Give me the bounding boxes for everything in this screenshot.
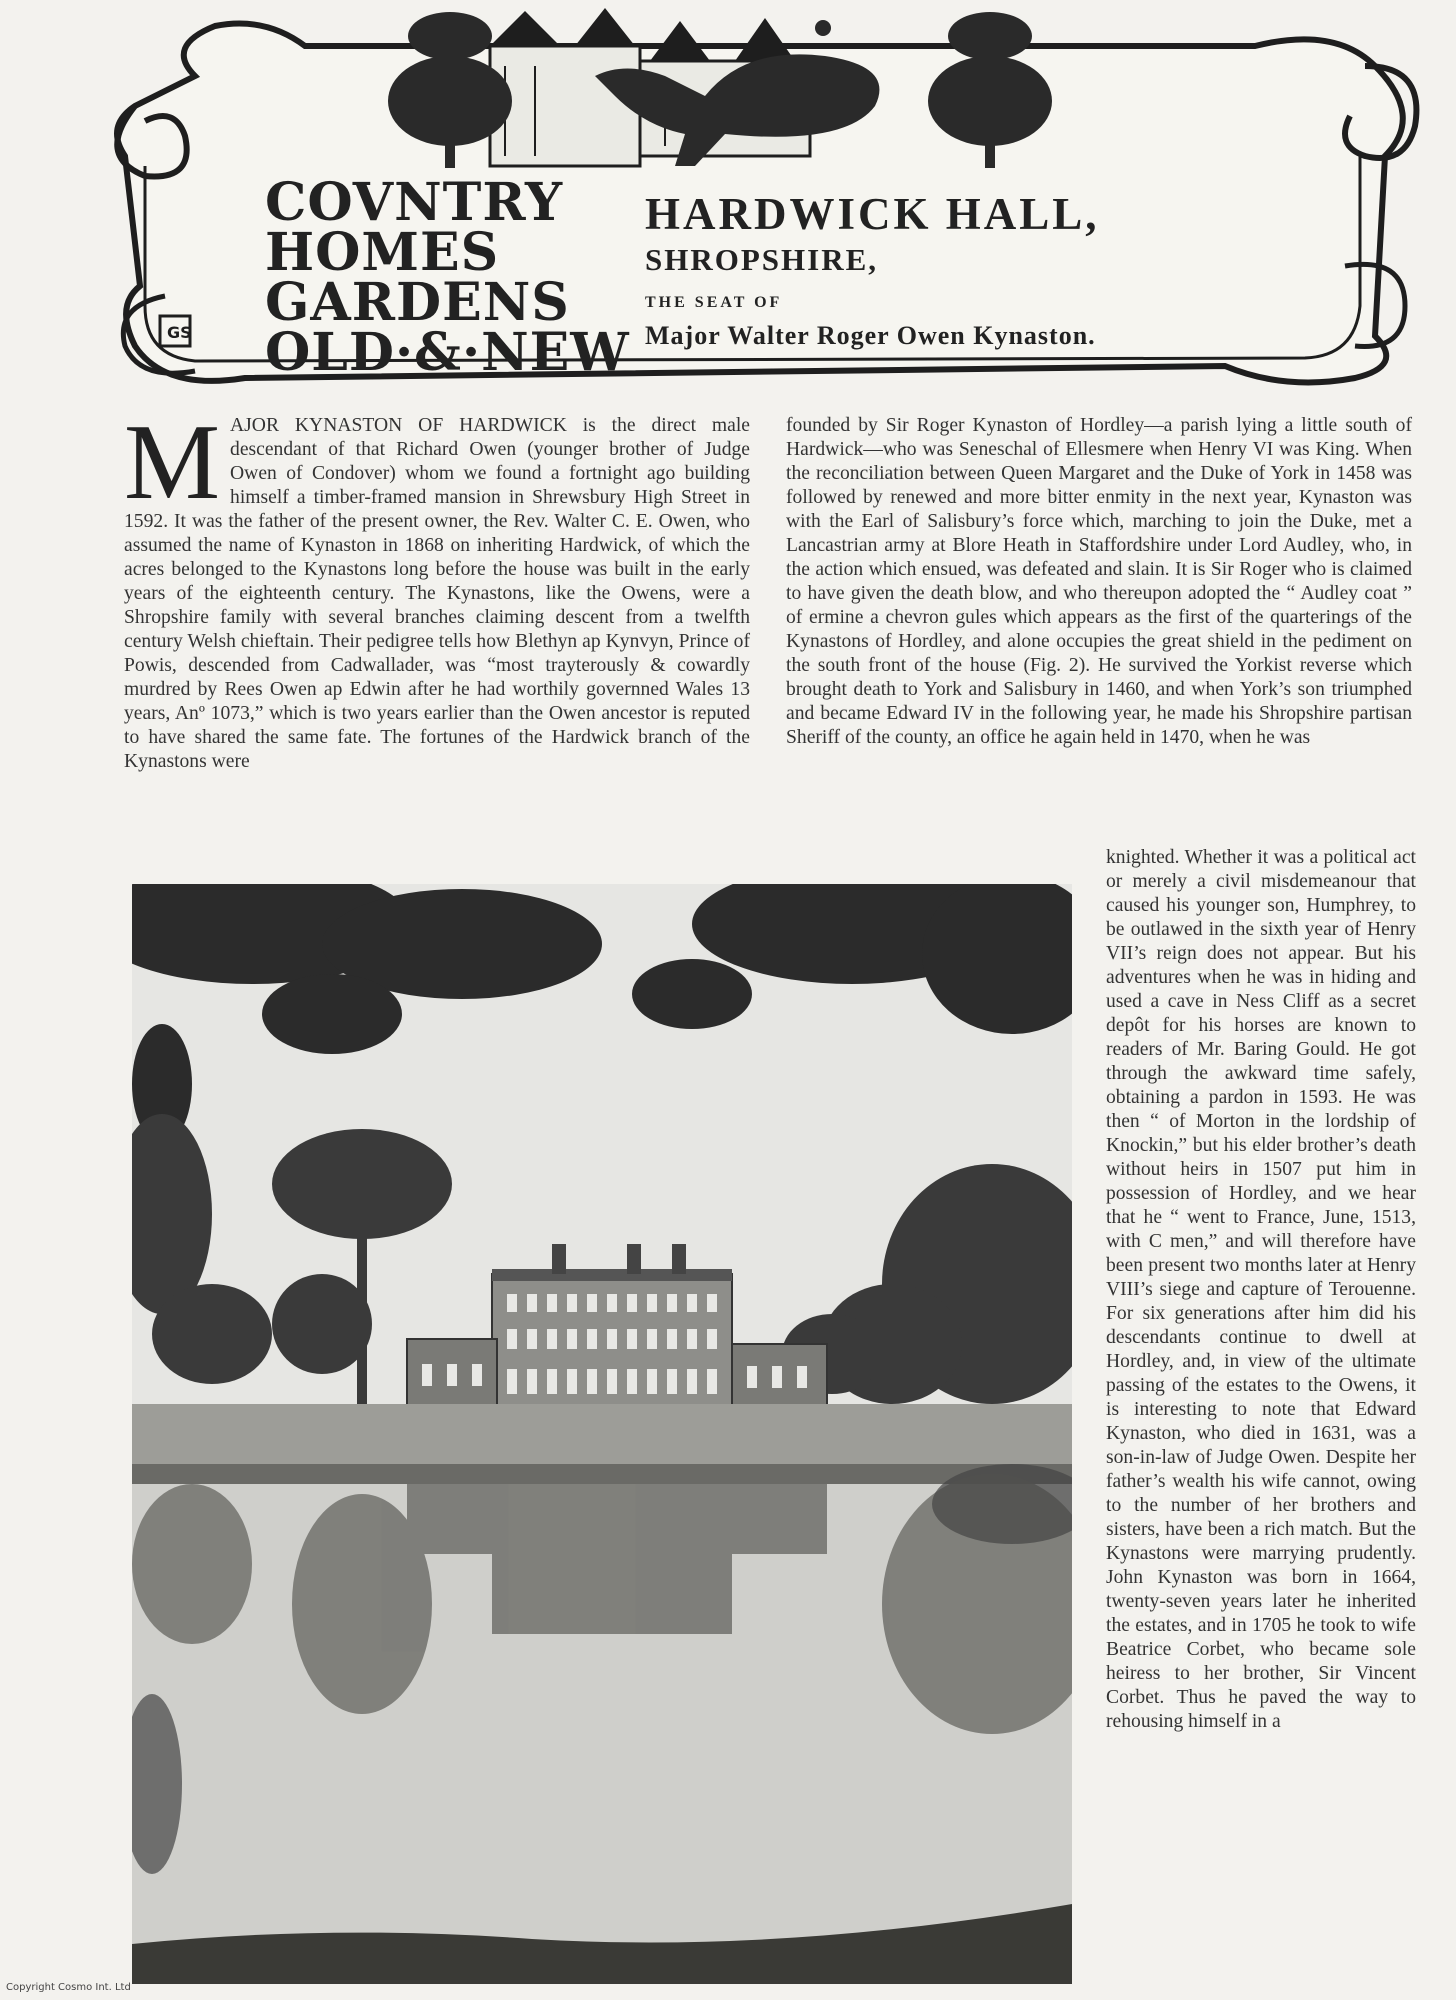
photo-illustration	[132, 884, 1072, 1984]
article-title: HARDWICK HALL,	[645, 189, 1100, 239]
article-county: SHROPSHIRE,	[645, 242, 879, 277]
article-column-3: knighted. Whether it was a political act or merely a civil misdemeanour that caused his younger son, Humphrey, to be outlawed in the sixth year of Henry VII’s reign does not appear. But his adventures when he was in hiding and used a cave in Ness Cliff as a secret depôt for his horses are known to readers of Mr. Baring Gould. He got through the awkward time safely, obtaining a pardon in 1593. He was then “ of Morton in the lordship of Knockin,” but his elder brother’s death without heirs in 1507 put him in possession of Hordley, and we hear that he “ went to France, June, 1513, with C men,” and will therefore have been present two months later at Henry VIII’s siege and capture of Terouenne. For six generations after him did his descendants continue to dwell at Hordley, and, in view of the ultimate passing of the estates to the Owens, it is interesting to note that Edward Kynaston, who died in 1631, was a son-in-law of Judge Owen. Despite her father’s wealth his wife cannot, owing to the number of her brothers and sisters, have been a rich match. But the Kynastons were marrying prudently. John Kynaston was born in 1664, twenty-seven years later he inherited the estates, and in 1705 he took to wife Beatrice Corbet, who became sole heiress to her brother, Sir Vincent Corbet. Thus he paved the way to rehousing himself in a	[1106, 847, 1416, 1732]
hardwick-hall-photo	[132, 884, 1072, 1984]
svg-text:GS: GS	[167, 323, 192, 342]
drop-cap: M	[124, 403, 221, 522]
series-title-line: COVNTRY	[265, 172, 564, 233]
series-title-line: GARDENS	[265, 272, 570, 333]
owner-name: Major Walter Roger Owen Kynaston.	[645, 321, 1096, 350]
column-1-text: AJOR KYNASTON OF HARDWICK is the direct male descendant of that Richard Owen (younger brother of Judge Owen of Condover) whom we found a fortnight ago building himself a timber-framed mansion in Shrewsbury High Street in 1592. It was the father of the present owner, the Rev. Walter C. E. Owen, who assumed the name of Kynaston in 1868 on inheriting Hardwick, of which the acres belonged to the Kynastons long before the house was built in the early years of the eighteenth century. The Kynastons, like the Owens, were a Shropshire family with several branches claiming descent from a twelfth century Welsh chieftain. Their pedigree tells how Blethyn ap Kynvyn, Prince of Powis, descended from Cadwallader, was “most trayterously & cowardly murdred by Rees Owen ap Edwin after he had worthily governned Wales 13 years, Anº 1073,” which is two years earlier than the Owen ancestor is reputed to have shared the same fate. The fortunes of the Hardwick branch of the Kynastons were	[124, 415, 750, 772]
series-title-line: HOMES	[265, 222, 500, 283]
header-banner	[105, 6, 1425, 386]
article-column-2: founded by Sir Roger Kynaston of Hordley—a parish lying a little south of Hardwick—who was Seneschal of Ellesmere when Henry VI was King. When the reconciliation between Queen Margaret and the Duke of York in 1458 was followed by renewed and more bitter enmity in the next year, Kynaston was with the Earl of Salisbury’s force which, marching to join the Duke, met a Lancastrian army at Blore Heath in Staffordshire under Lord Audley, who, in the action which ensued, was defeated and slain. It is Sir Roger who is claimed to have given the death blow, and who thereupon adopted the “ Audley coat ” of ermine a chevron gules which appears as the first of the quarterings of the Kynastons of Hordley, and alone occupies the great shield in the pediment on the south front of the house (Fig. 2). He survived the Yorkist reverse which brought death to York and Salisbury in 1460, and when York’s son triumphed and became Edward IV in the following year, he made his Shropshire partisan Sheriff of the county, an office he again held in 1470, when he was	[786, 415, 1412, 748]
copyright-credit: Copyright Cosmo Int. Ltd	[6, 1982, 131, 1993]
banner-scroll-illustration	[105, 6, 1425, 386]
article-column-1	[124, 403, 750, 774]
series-title-line: OLD·&·NEW	[265, 322, 630, 383]
seat-label: THE SEAT OF	[645, 294, 783, 311]
